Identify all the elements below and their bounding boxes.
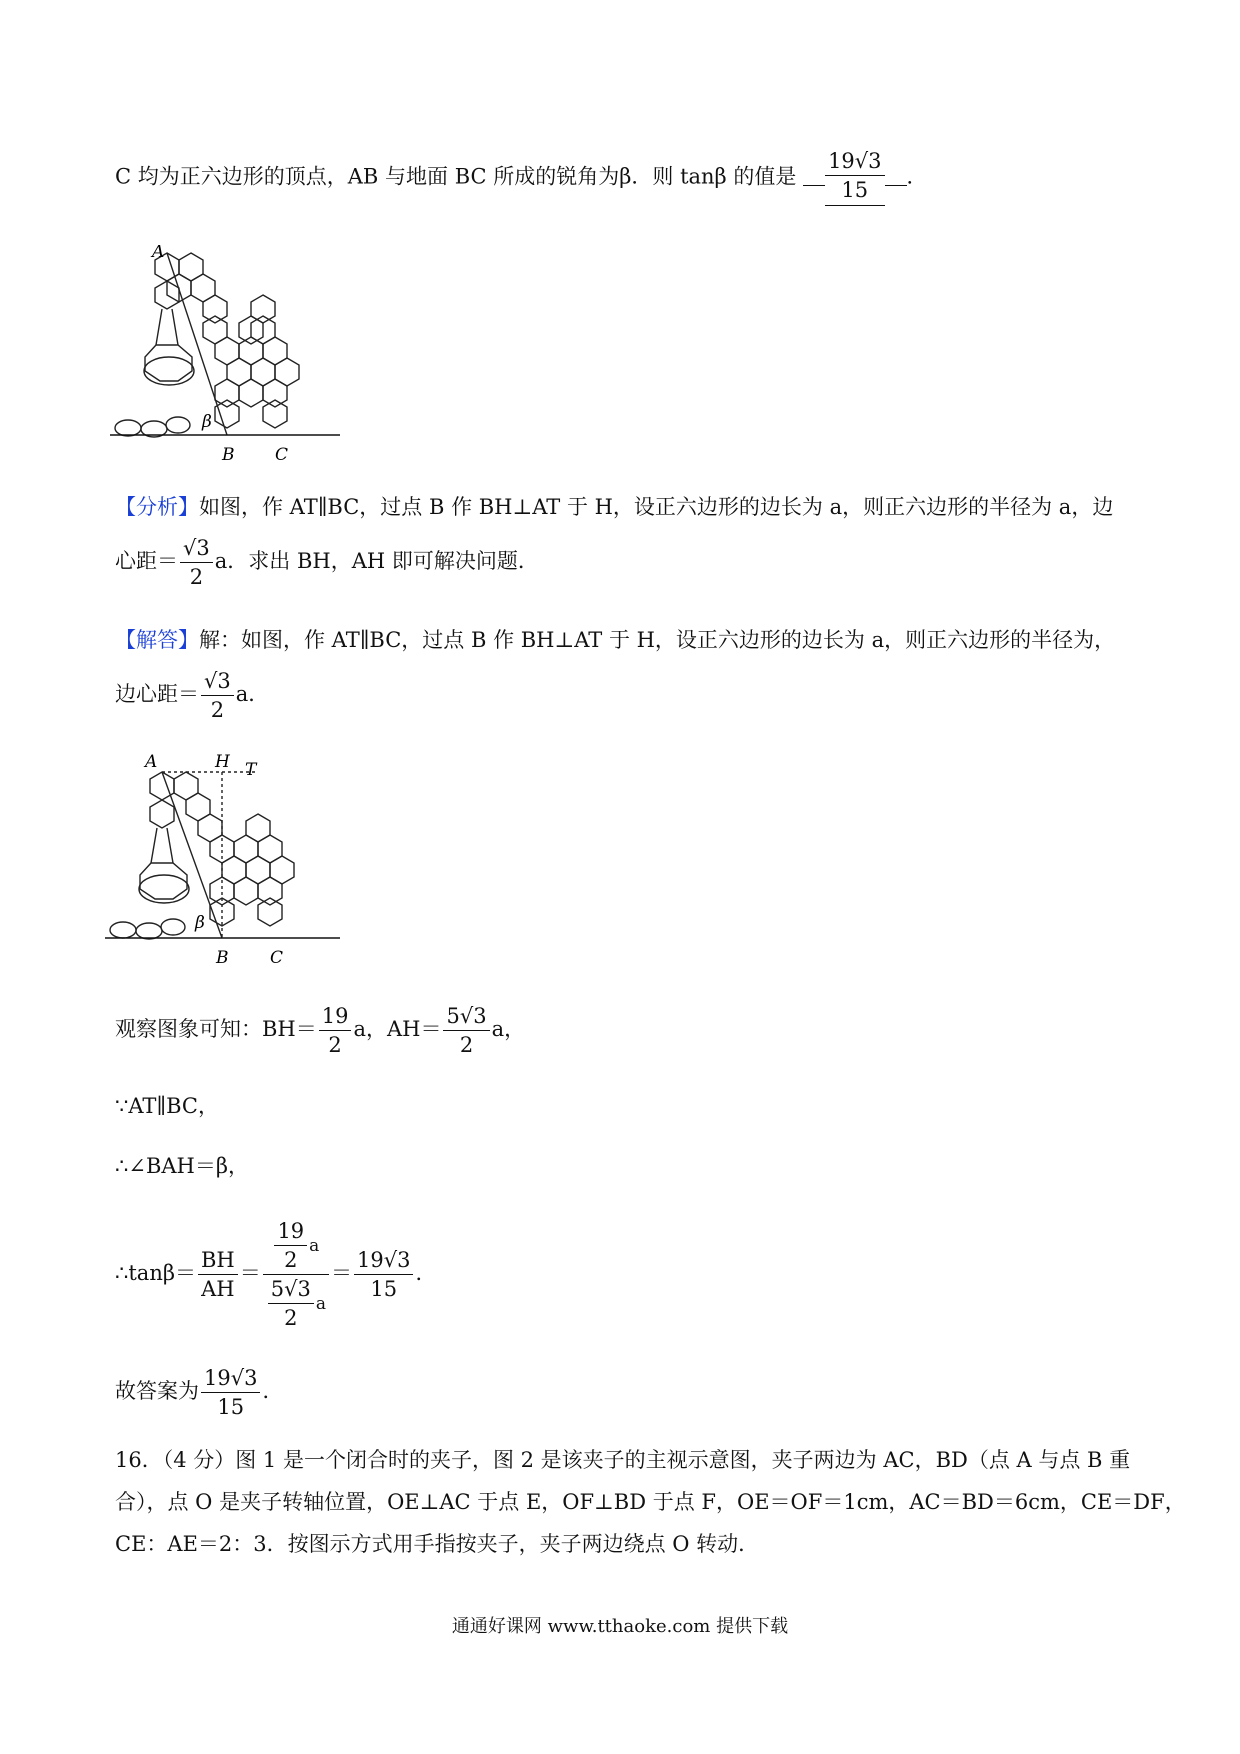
ah-den: 2: [459, 1033, 474, 1058]
solution-text-2-pre: 边心距＝: [115, 682, 199, 707]
fig2-label-b: B: [216, 948, 229, 968]
tan-f1-den: AH: [201, 1277, 235, 1302]
analysis-text-2-pre: 心距＝: [115, 549, 178, 574]
tan-result-fraction: [354, 1249, 413, 1300]
fig2-label-h: H: [215, 752, 230, 772]
tan-eq: ＝: [239, 1261, 261, 1286]
hexagon-figure-1: [110, 245, 350, 465]
tan-f1-num: BH: [198, 1249, 238, 1275]
tan-inner-bottom: [268, 1278, 314, 1329]
analysis-text-2-post: a．求出 BH，AH 即可解决问题．: [214, 549, 539, 574]
fig2-label-t: T: [245, 760, 257, 780]
because-line: ∵AT∥BC，: [115, 1094, 219, 1118]
solution-frac-den: 2: [210, 698, 225, 723]
solution-tag: 【解答】: [115, 628, 199, 652]
tan-inner-top: [274, 1220, 307, 1271]
fig2-label-c: C: [270, 948, 284, 968]
analysis-text-1: 如图，作 AT∥BC，过点 B 作 BH⊥AT 于 H，设正六边形的边长为 a，则正六边形的半径为 a，边: [199, 495, 1114, 519]
fig2-label-beta: β: [195, 913, 205, 933]
solution-fraction: [201, 670, 234, 721]
q16-line-2: 合），点 O 是夹子转轴位置，OE⊥AC 于点 E，OF⊥BD 于点 F，OE＝OF＝1cm，AC＝BD＝6cm，CE＝DF，: [115, 1490, 1186, 1514]
bh-den: 2: [328, 1033, 342, 1058]
q16-line-1: 16．（4 分）图 1 是一个闭合时的夹子，图 2 是该夹子的主视示意图，夹子两边为 AC，BD（点 A 与点 B 重: [115, 1448, 1131, 1472]
ah-fraction: [443, 1005, 489, 1056]
fig1-label-c: C: [275, 445, 289, 465]
answer-blank-right: [885, 185, 907, 186]
tan-result-num: 19√3: [354, 1249, 413, 1275]
q16-line-3: CE：AE＝2：3．按图示方式用手指按夹子，夹子两边绕点 O 转动．: [115, 1532, 760, 1556]
bh-num: 19: [319, 1005, 352, 1031]
observe-pre: 观察图象可知：BH＝: [115, 1017, 317, 1042]
tan-inner-bottom-num: 5√3: [268, 1278, 314, 1304]
analysis-frac-den: 2: [189, 565, 204, 590]
hexagon-figure-2: [105, 745, 355, 970]
solution-line-2: [115, 670, 269, 721]
tan-result-den: 15: [370, 1277, 398, 1302]
analysis-line-2: [115, 537, 539, 588]
solution-line-1: [115, 630, 1115, 651]
answer-num: 19√3: [201, 1367, 260, 1393]
tan-compound-num: [263, 1220, 329, 1275]
analysis-line-1: [115, 497, 1113, 518]
observe-line: [115, 1005, 525, 1056]
tan-inner-top-a: a: [309, 1236, 320, 1257]
tan-fraction-1: [198, 1249, 238, 1300]
analysis-fraction: [180, 537, 213, 588]
solution-text-2-post: a．: [235, 682, 270, 707]
q15-answer-den: 15: [825, 176, 884, 206]
answer-pre: 故答案为: [115, 1379, 199, 1404]
fig1-label-b: B: [222, 445, 235, 465]
answer-line: [115, 1367, 283, 1418]
q15-text: C 均为正六边形的顶点，AB 与地面 BC 所成的锐角为β．则 tanβ 的值是: [115, 164, 797, 189]
observe-post: a，: [491, 1017, 526, 1042]
answer-blank-left: [803, 185, 825, 186]
q15-tail-line: [115, 150, 928, 206]
observe-mid: a，AH＝: [353, 1017, 442, 1042]
tan-line: [115, 1220, 436, 1329]
tan-compound-fraction: [263, 1220, 329, 1329]
tan-inner-bottom-den: 2: [284, 1306, 298, 1331]
page-footer: 通通好课网 www.tthaoke.com 提供下载: [451, 1616, 789, 1637]
tan-inner-bottom-a: a: [315, 1294, 326, 1315]
fig1-label-beta: β: [202, 412, 212, 432]
solution-text-1: 解：如图，作 AT∥BC，过点 B 作 BH⊥AT 于 H，设正六边形的边长为 a，则正六边形的半径为，: [199, 628, 1116, 652]
tan-compound-den: [263, 1275, 329, 1329]
q15-end: ．: [906, 164, 928, 189]
q15-answer: [825, 150, 884, 206]
q15-answer-fraction: [825, 150, 884, 206]
fig2-label-a: A: [145, 752, 158, 772]
tan-inner-top-den: 2: [284, 1248, 298, 1273]
fig1-label-a: A: [152, 245, 165, 262]
q15-answer-num: 19√3: [825, 150, 884, 176]
ah-num: 5√3: [443, 1005, 489, 1031]
answer-end: ．: [262, 1379, 284, 1404]
answer-den: 15: [217, 1395, 245, 1420]
analysis-frac-num: √3: [180, 537, 213, 563]
analysis-tag: 【分析】: [115, 495, 199, 519]
therefore-line: ∴∠BAH＝β，: [115, 1154, 250, 1178]
tan-eq2: ＝: [331, 1261, 352, 1286]
tan-pre: ∴tanβ＝: [115, 1261, 196, 1286]
tan-end: ．: [415, 1261, 437, 1286]
answer-fraction: [201, 1367, 260, 1418]
tan-inner-top-num: 19: [274, 1220, 307, 1246]
solution-frac-num: √3: [201, 670, 234, 696]
bh-fraction: [319, 1005, 352, 1056]
